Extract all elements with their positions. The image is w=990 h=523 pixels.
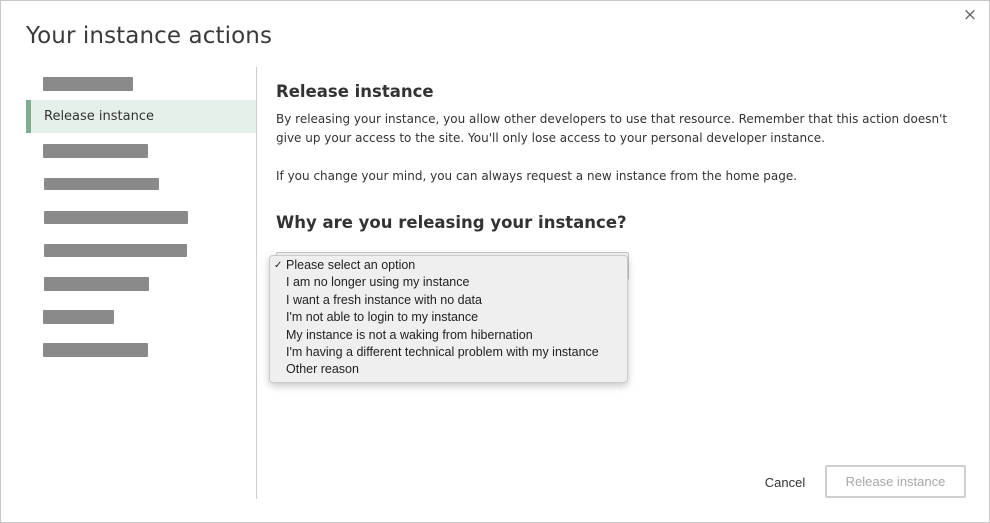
modal-title: Your instance actions	[26, 23, 273, 49]
sidebar-item-redacted[interactable]	[26, 234, 256, 267]
change-mind-paragraph: If you change your mind, you can always request a new instance from the home page.	[276, 169, 798, 183]
redacted-label-bar	[44, 178, 159, 190]
dropdown-option[interactable]	[270, 327, 627, 344]
sidebar-item-redacted[interactable]	[26, 300, 256, 333]
option-label: I'm not able to login to my instance	[286, 310, 479, 325]
dropdown-option[interactable]	[270, 274, 627, 291]
redacted-label-bar	[44, 277, 149, 291]
option-label: I'm having a different technical problem with my instance	[286, 344, 599, 359]
sidebar-item-redacted[interactable]	[26, 334, 256, 367]
sidebar-item-redacted[interactable]	[26, 267, 256, 300]
sidebar-item-redacted[interactable]	[26, 200, 256, 233]
dropdown-option[interactable]	[270, 361, 627, 378]
reason-dropdown-menu	[269, 255, 628, 383]
description-paragraph: By releasing your instance, you allow other developers to use that resource. Remember that this action doesn't give up your access to the site. You'll only lose access to your personal developer instance.	[276, 112, 948, 145]
redacted-label-bar	[43, 77, 133, 91]
release-instance-button[interactable]: Release instance	[825, 465, 966, 498]
dropdown-option[interactable]	[270, 344, 627, 361]
sidebar-item-release-instance[interactable]	[26, 100, 256, 133]
reason-question: Why are you releasing your instance?	[276, 213, 627, 232]
checkmark-icon: ✓	[274, 260, 283, 271]
dropdown-option[interactable]	[270, 309, 627, 326]
sidebar-item-redacted[interactable]	[26, 67, 256, 100]
close-icon[interactable]: ×	[962, 5, 978, 25]
option-label: My instance is not a waking from hibernation	[286, 327, 533, 342]
option-label: Other reason	[286, 362, 359, 377]
sidebar-item-redacted[interactable]	[26, 167, 256, 200]
option-label: I want a fresh instance with no data	[286, 292, 482, 307]
redacted-label-bar	[44, 244, 187, 257]
sidebar-item-redacted[interactable]	[26, 134, 256, 167]
redacted-label-bar	[43, 144, 148, 158]
redacted-label-bar	[43, 310, 114, 324]
section-heading: Release instance	[276, 82, 434, 101]
dropdown-option-selected[interactable]	[270, 257, 627, 274]
cancel-button[interactable]: Cancel	[753, 466, 817, 498]
dropdown-option[interactable]	[270, 292, 627, 309]
sidebar	[26, 67, 257, 499]
redacted-label-bar	[44, 211, 188, 224]
redacted-label-bar	[43, 343, 148, 357]
option-label: I am no longer using my instance	[286, 275, 470, 290]
option-label: Please select an option	[286, 258, 416, 272]
sidebar-item-label: Release instance	[44, 109, 154, 124]
